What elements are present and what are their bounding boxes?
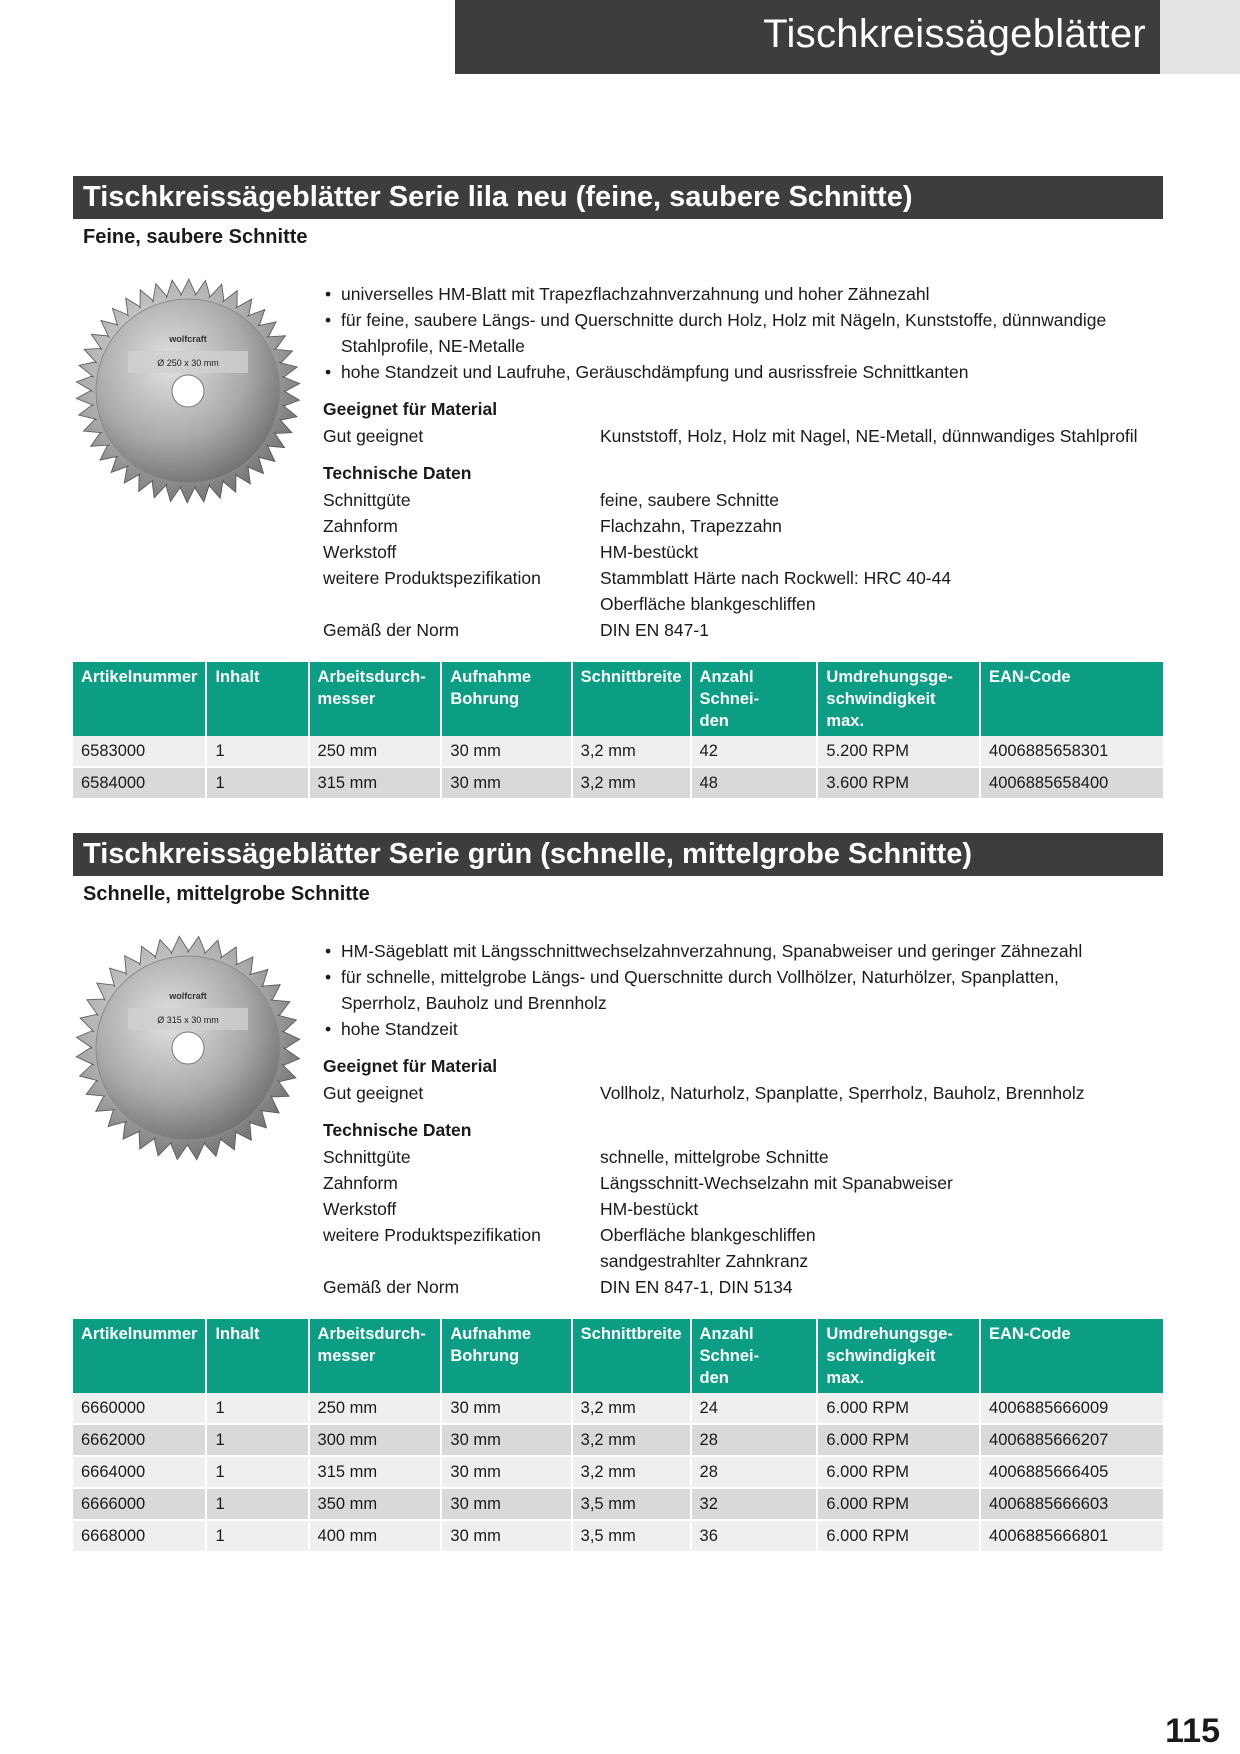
column-header: Umdrehungsge- schwindigkeit max. <box>817 662 980 736</box>
table-cell: 30 mm <box>441 736 571 767</box>
table-cell: 28 <box>691 1456 818 1488</box>
tech-value: HM-bestückt <box>600 1199 699 1219</box>
column-header: Schnittbreite <box>572 1319 691 1393</box>
table-cell: 6662000 <box>73 1424 206 1456</box>
section-title: Tischkreissägeblätter Serie lila neu (feine, saubere Schnitte) <box>73 176 1163 219</box>
table-cell: 300 mm <box>309 1424 442 1456</box>
tech-value: HM-bestückt <box>600 542 699 562</box>
table-cell: 315 mm <box>309 1456 442 1488</box>
table-cell: 42 <box>691 736 818 767</box>
material-key: Gut geeignet <box>323 426 424 446</box>
section-title: Tischkreissägeblätter Serie grün (schnelle, mittelgrobe Schnitte) <box>73 833 1163 876</box>
blade-size-text: Ø 250 x 30 mm <box>157 358 219 368</box>
table-cell: 4006885658301 <box>980 736 1163 767</box>
table-cell: 3,2 mm <box>572 736 691 767</box>
tech-value: feine, saubere Schnitte <box>600 490 780 510</box>
table-cell: 1 <box>206 1456 308 1488</box>
spec-table <box>73 662 1163 800</box>
material-heading: Geeignet für Material <box>323 399 498 419</box>
column-header: Arbeitsdurch- messer <box>309 1319 442 1393</box>
table-cell: 6.000 RPM <box>817 1456 980 1488</box>
tech-row <box>323 539 1143 565</box>
column-header: Aufnahme Bohrung <box>441 1319 571 1393</box>
table-cell: 1 <box>206 1488 308 1520</box>
column-header: EAN-Code <box>980 662 1163 736</box>
table-cell: 6666000 <box>73 1488 206 1520</box>
feature-list <box>323 938 1143 1042</box>
section-subtitle: Schnelle, mittelgrobe Schnitte <box>83 883 370 905</box>
tech-value: DIN EN 847-1, DIN 5134 <box>600 1277 793 1297</box>
column-header: Anzahl Schnei- den <box>691 662 818 736</box>
table-row <box>73 1456 1163 1488</box>
blade-brand-text: wolfcraft <box>169 991 207 1001</box>
table-cell: 3,2 mm <box>572 1424 691 1456</box>
column-header: Artikelnummer <box>73 1319 206 1393</box>
material-list <box>323 1080 1143 1106</box>
material-row <box>323 423 1143 449</box>
table-cell: 315 mm <box>309 767 442 799</box>
table-cell: 3,2 mm <box>572 1393 691 1424</box>
tech-key: Schnittgüte <box>323 490 411 510</box>
tech-key <box>323 591 600 617</box>
tech-value: Oberfläche blankgeschliffen <box>600 594 816 614</box>
tech-row <box>323 591 1143 617</box>
column-header: EAN-Code <box>980 1319 1163 1393</box>
tech-row <box>323 1248 1143 1274</box>
feature-item: • universelles HM-Blatt mit Trapezflachzahnverzahnung und hoher Zähnezahl <box>323 281 1143 307</box>
table-cell: 3.600 RPM <box>817 767 980 799</box>
tech-row <box>323 1274 1143 1300</box>
feature-item: • für schnelle, mittelgrobe Längs- und Querschnitte durch Vollhölzer, Naturhölzer, Spanplatten, Sperrholz, Bauholz und Brennholz <box>323 964 1143 1016</box>
tech-key: Gemäß der Norm <box>323 1277 460 1297</box>
tech-row <box>323 1196 1143 1222</box>
table-row <box>73 767 1163 799</box>
spec-table <box>73 1319 1163 1553</box>
tech-value: Oberfläche blankgeschliffen <box>600 1225 816 1245</box>
table-cell: 6.000 RPM <box>817 1393 980 1424</box>
table-cell: 1 <box>206 1520 308 1552</box>
table-cell: 6660000 <box>73 1393 206 1424</box>
tech-value: Flachzahn, Trapezzahn <box>600 516 782 536</box>
table-cell: 4006885666405 <box>980 1456 1163 1488</box>
saw-blade-image <box>73 933 303 1163</box>
table-cell: 4006885666603 <box>980 1488 1163 1520</box>
tech-list <box>323 1144 1143 1300</box>
tech-key: Werkstoff <box>323 1199 397 1219</box>
table-cell: 6584000 <box>73 767 206 799</box>
table-row <box>73 1393 1163 1424</box>
column-header: Inhalt <box>206 1319 308 1393</box>
table-cell: 350 mm <box>309 1488 442 1520</box>
page-number: 115 <box>1165 1712 1220 1750</box>
product-info <box>323 938 1143 1300</box>
table-cell: 1 <box>206 1424 308 1456</box>
table-row <box>73 1520 1163 1552</box>
column-header: Anzahl Schnei- den <box>691 1319 818 1393</box>
page-title: Tischkreissägeblätter <box>763 12 1146 56</box>
tech-key: Werkstoff <box>323 542 397 562</box>
header-tab <box>1160 0 1240 74</box>
tech-key: weitere Produktspezifikation <box>323 568 541 588</box>
table-cell: 250 mm <box>309 1393 442 1424</box>
table-cell: 24 <box>691 1393 818 1424</box>
tech-row <box>323 513 1143 539</box>
tech-key: Gemäß der Norm <box>323 620 460 640</box>
table-cell: 30 mm <box>441 1424 571 1456</box>
tech-row <box>323 617 1143 643</box>
saw-blade-image <box>73 276 303 506</box>
section-lila <box>73 176 1163 792</box>
product-info <box>323 281 1143 643</box>
tech-value: schnelle, mittelgrobe Schnitte <box>600 1147 829 1167</box>
table-cell: 4006885658400 <box>980 767 1163 799</box>
section-gruen <box>73 833 1163 1545</box>
table-cell: 1 <box>206 1393 308 1424</box>
table-cell: 4006885666801 <box>980 1520 1163 1552</box>
tech-key: Zahnform <box>323 1173 398 1193</box>
tech-value: Stammblatt Härte nach Rockwell: HRC 40-44 <box>600 568 952 588</box>
column-header: Umdrehungsge- schwindigkeit max. <box>817 1319 980 1393</box>
table-row <box>73 1488 1163 1520</box>
table-cell: 28 <box>691 1424 818 1456</box>
table-cell: 1 <box>206 767 308 799</box>
table-row <box>73 1424 1163 1456</box>
table-cell: 3,2 mm <box>572 1456 691 1488</box>
material-row <box>323 1080 1143 1106</box>
blade-size-text: Ø 315 x 30 mm <box>157 1015 219 1025</box>
feature-item: • für feine, saubere Längs- und Querschnitte durch Holz, Holz mit Nägeln, Kunststoffe, dünnwandige Stahlprofile, NE-Metalle <box>323 307 1143 359</box>
table-cell: 30 mm <box>441 1393 571 1424</box>
tech-row <box>323 487 1143 513</box>
arbor-hole <box>172 1032 204 1064</box>
table-cell: 3,5 mm <box>572 1520 691 1552</box>
table-cell: 6668000 <box>73 1520 206 1552</box>
column-header: Aufnahme Bohrung <box>441 662 571 736</box>
page-header <box>455 0 1160 74</box>
table-cell: 4006885666207 <box>980 1424 1163 1456</box>
table-cell: 250 mm <box>309 736 442 767</box>
feature-list <box>323 281 1143 385</box>
table-cell: 36 <box>691 1520 818 1552</box>
material-value: Kunststoff, Holz, Holz mit Nagel, NE-Metall, dünnwandiges Stahlprofil <box>600 426 1138 446</box>
table-cell: 30 mm <box>441 1520 571 1552</box>
table-cell: 30 mm <box>441 1456 571 1488</box>
table-cell: 30 mm <box>441 1488 571 1520</box>
feature-item: • hohe Standzeit und Laufruhe, Geräuschdämpfung und ausrissfreie Schnittkanten <box>323 359 1143 385</box>
tech-row <box>323 1222 1143 1248</box>
table-cell: 3,5 mm <box>572 1488 691 1520</box>
tech-row <box>323 1170 1143 1196</box>
table-cell: 400 mm <box>309 1520 442 1552</box>
tech-heading: Technische Daten <box>323 463 472 483</box>
column-header: Arbeitsdurch- messer <box>309 662 442 736</box>
table-cell: 6583000 <box>73 736 206 767</box>
table-cell: 5.200 RPM <box>817 736 980 767</box>
feature-item: • HM-Sägeblatt mit Längsschnittwechselzahnverzahnung, Spanabweiser und geringer Zähnezahl <box>323 938 1143 964</box>
table-cell: 48 <box>691 767 818 799</box>
tech-value: sandgestrahlter Zahnkranz <box>600 1251 809 1271</box>
table-cell: 6664000 <box>73 1456 206 1488</box>
section-subtitle: Feine, saubere Schnitte <box>83 226 308 248</box>
material-key: Gut geeignet <box>323 1083 424 1103</box>
column-header: Artikelnummer <box>73 662 206 736</box>
table-row <box>73 736 1163 767</box>
tech-value: DIN EN 847-1 <box>600 620 709 640</box>
material-list <box>323 423 1143 449</box>
tech-value: Längsschnitt-Wechselzahn mit Spanabweiser <box>600 1173 953 1193</box>
tech-key: weitere Produktspezifikation <box>323 1225 541 1245</box>
tech-key: Zahnform <box>323 516 398 536</box>
tech-list <box>323 487 1143 643</box>
arbor-hole <box>172 375 204 407</box>
material-value: Vollholz, Naturholz, Spanplatte, Sperrholz, Bauholz, Brennholz <box>600 1083 1085 1103</box>
tech-row <box>323 565 1143 591</box>
table-cell: 6.000 RPM <box>817 1520 980 1552</box>
table-cell: 6.000 RPM <box>817 1488 980 1520</box>
tech-row <box>323 1144 1143 1170</box>
blade-brand-text: wolfcraft <box>169 334 207 344</box>
table-cell: 4006885666009 <box>980 1393 1163 1424</box>
column-header: Inhalt <box>206 662 308 736</box>
material-heading: Geeignet für Material <box>323 1056 498 1076</box>
tech-heading: Technische Daten <box>323 1120 472 1140</box>
feature-item: • hohe Standzeit <box>323 1016 1143 1042</box>
table-cell: 6.000 RPM <box>817 1424 980 1456</box>
table-cell: 1 <box>206 736 308 767</box>
tech-key <box>323 1248 600 1274</box>
table-cell: 3,2 mm <box>572 767 691 799</box>
table-cell: 30 mm <box>441 767 571 799</box>
tech-key: Schnittgüte <box>323 1147 411 1167</box>
column-header: Schnittbreite <box>572 662 691 736</box>
table-cell: 32 <box>691 1488 818 1520</box>
